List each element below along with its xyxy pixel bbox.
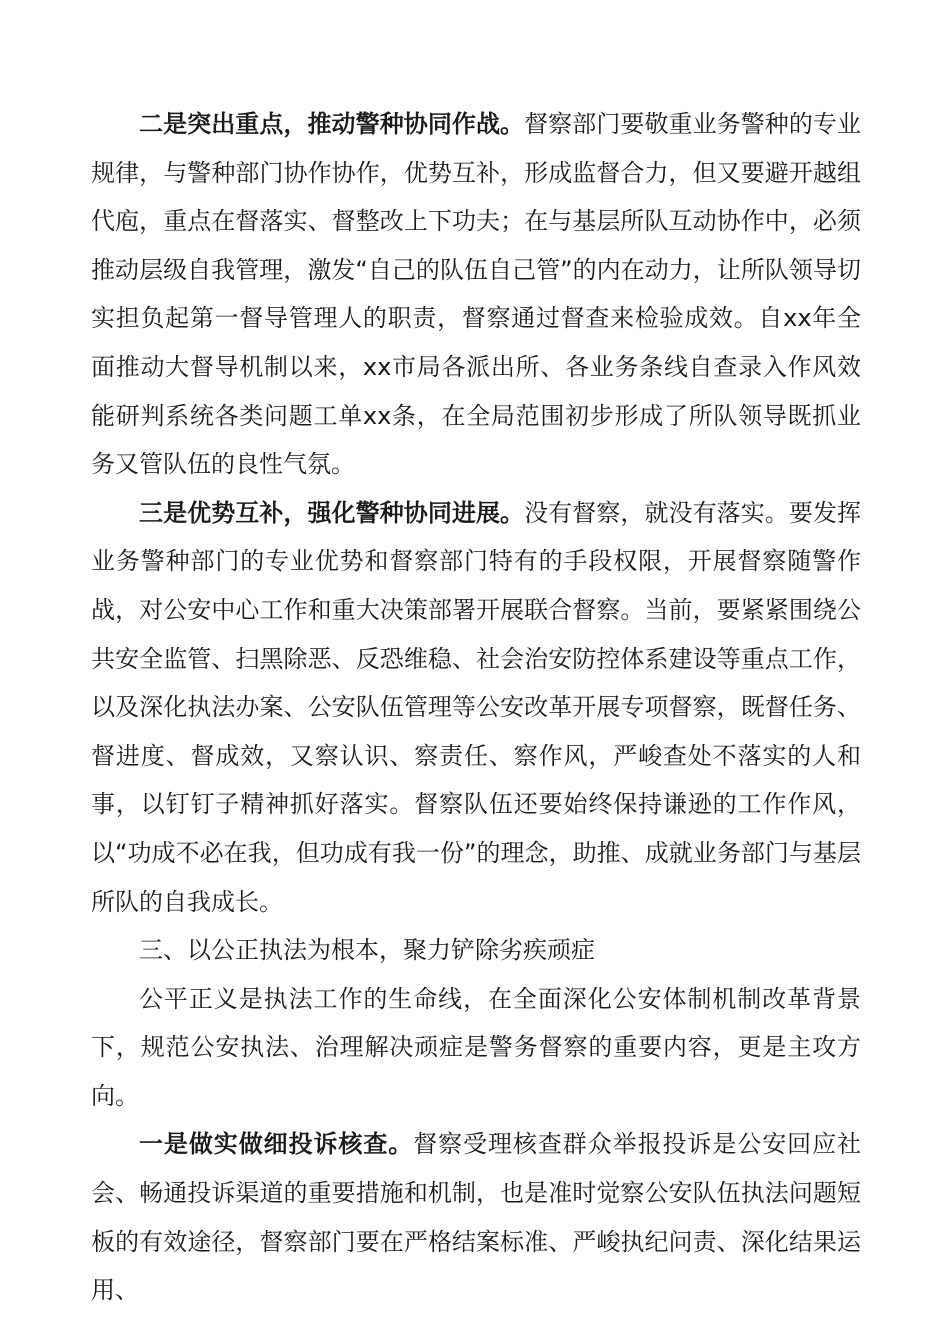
document-body	[91, 100, 861, 1315]
paragraph-text: 督察部门要敬重业务警种的专业规律，与警种部门协作协作，优势互补，形成监督合力，但又要避开越组代庖，重点在督落实、督整改上下功夫；在与基层所队互动协作中，必须推动层级自我管理，激发“自己的队伍自己管”的内在动力，让所队领导切实担负起第一督导管理人的职责，督察通过督查来检验成效。自xx年全面推动大督导机制以来，xx市局各派出所、各业务条线自查录入作风效能研判系统各类问题工单xx条，在全局范围初步形成了所队领导既抓业务又管队伍的良性气氛。	[91, 110, 862, 479]
paragraph-complementary-advantages	[91, 489, 861, 926]
paragraph-text: 公平正义是执法工作的生命线，在全面深化公安体制机制改革背景下，规范公安执法、治理解决顽症是警务督察的重要内容，更是主攻方向。	[91, 984, 861, 1110]
section-heading: 三、以公正执法为根本，聚力铲除劣疾顽症	[139, 936, 595, 965]
paragraph-lead: 一是做实做细投诉核查。	[139, 1130, 414, 1159]
paragraph-collaborative-operations	[91, 100, 861, 489]
paragraph-complaint-verification	[91, 1120, 861, 1314]
paragraph-fairness-justice	[91, 975, 861, 1121]
paragraph-lead: 二是突出重点，推动警种协同作战。	[139, 110, 525, 138]
paragraph-lead: 三是优势互补，强化警种协同进展。	[139, 498, 525, 527]
paragraph-text: 督察受理核查群众举报投诉是公安回应社会、畅通投诉渠道的重要措施和机制，也是准时觉察公安队伍执法问题短板的有效途径，督察部门要在严格结案标准、严峻执纪问责、深化结果运用、	[91, 1130, 862, 1305]
paragraph-text: 没有督察，就没有落实。要发挥业务警种部门的专业优势和督察部门特有的手段权限，开展督察随警作战，对公安中心工作和重大决策部署开展联合督察。当前，要紧紧围绕公共安全监管、扫黑除恶、反恐维稳、社会治安防控体系建设等重点工作，以及深化执法办案、公安队伍管理等公安改革开展专项督察，既督任务、督进度、督成效，又察认识、察责任、察作风，严峻查处不落实的人和事，以钉钉子精神抓好落实。督察队伍还要始终保持谦逊的工作作风，以“功成不必在我，但功成有我一份”的理念，助推、成就业务部门与基层所队的自我成长。	[91, 498, 862, 916]
